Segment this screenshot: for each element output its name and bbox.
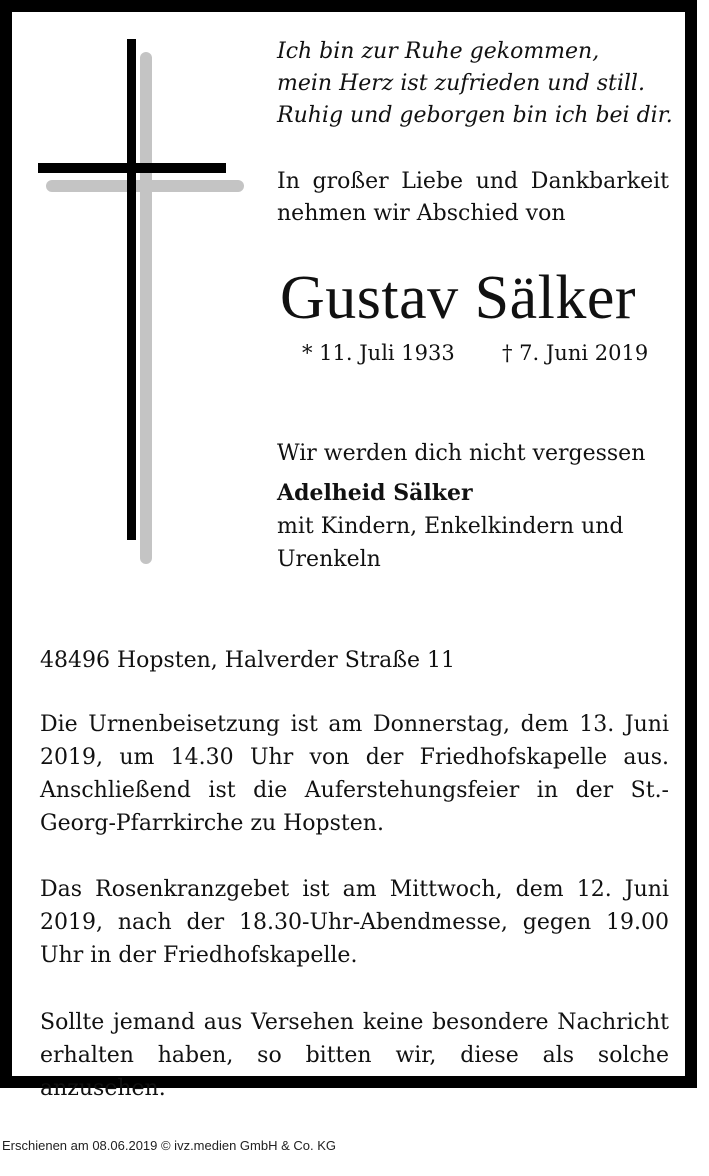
cross-shadow-vertical: [140, 52, 152, 564]
intro-text: [277, 166, 669, 230]
closing-line: Wir werden dich nicht vergessen: [277, 441, 646, 466]
life-dates: [302, 338, 652, 368]
burial-paragraph: Die Urnenbeisetzung ist am Donnerstag, dem 13. Juni 2019, um 14.30 Uhr von der Friedhofskapelle aus. Anschließend ist die Auferstehungsfeier in der St.-Georg-Pfarrkirche zu Hopsten.: [40, 712, 669, 836]
mourners: [277, 437, 677, 576]
mourner-family: Urenkeln: [277, 547, 381, 572]
verse-line: Ruhig und geborgen bin ich bei dir.: [277, 103, 673, 128]
mourner-family: mit Kindern, Enkelkindern und: [277, 514, 624, 539]
address: 48496 Hopsten, Halverder Straße 11: [40, 648, 455, 673]
mourner-name: Adelheid Sälker: [277, 480, 473, 506]
birth-date: * 11. Juli 1933: [302, 341, 455, 365]
cross-shadow-horizontal: [46, 180, 244, 192]
verse: [277, 36, 677, 132]
intro-line: nehmen wir Abschied von: [277, 201, 566, 226]
death-date: † 7. Juni 2019: [502, 341, 649, 365]
cross-vertical: [127, 39, 136, 540]
verse-line: Ich bin zur Ruhe gekommen,: [277, 39, 600, 64]
cross-icon: [0, 0, 260, 580]
verse-line: mein Herz ist zufrieden und still.: [277, 71, 645, 96]
cross-horizontal: [38, 163, 226, 173]
publication-footer: Erschienen am 08.06.2019 © ivz.medien GmbH & Co. KG: [2, 1138, 337, 1153]
rosary-paragraph: Das Rosenkranzgebet ist am Mittwoch, dem 12. Juni 2019, nach der 18.30-Uhr-Abendmesse, gegen 19.00 Uhr in der Friedhofskapelle.: [40, 877, 669, 968]
deceased-name: Gustav Sälker: [280, 264, 637, 332]
notice-paragraph: Sollte jemand aus Versehen keine besondere Nachricht erhalten haben, so bitten wir, diese als solche anzusehen.: [40, 1010, 669, 1101]
intro-line: In großer Liebe und Dankbarkeit: [277, 169, 669, 194]
